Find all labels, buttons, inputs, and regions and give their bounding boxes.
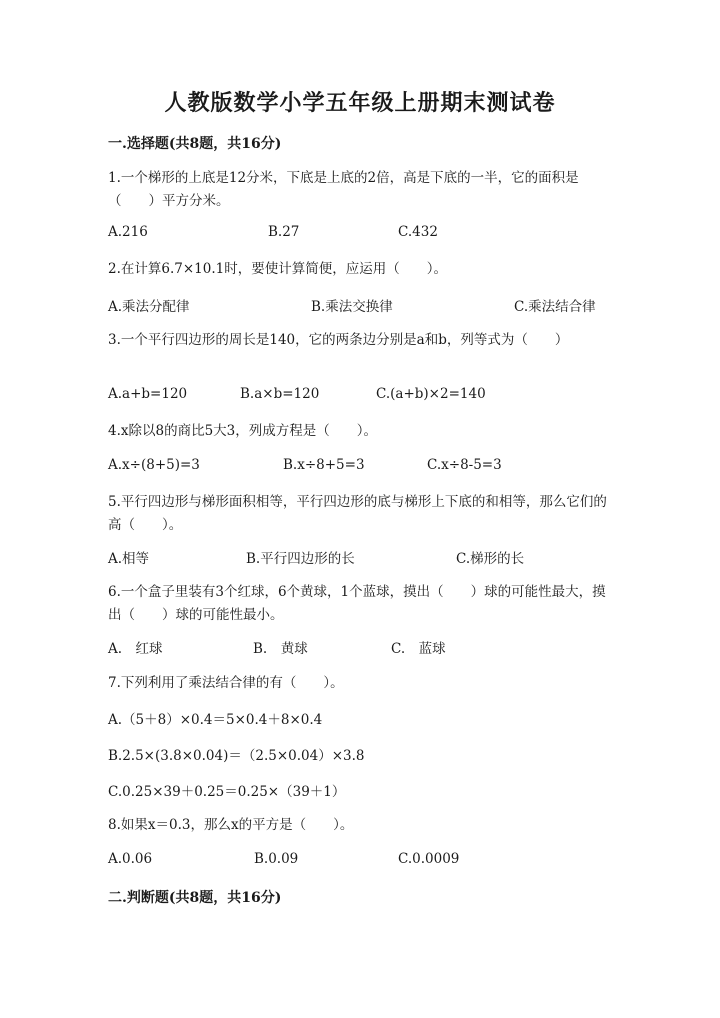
q6-option-c: C. 蓝球 [391, 641, 446, 657]
q7-option-c: C.0.25×39＋0.25＝0.25×（39＋1） [108, 784, 346, 800]
q3-option-a: A.a+b=120 [108, 386, 188, 402]
section-heading-choice: 一.选择题(共8题，共16分) [108, 136, 282, 152]
question-8-options [108, 851, 628, 871]
q7-option-b: B.2.5×(3.8×0.04)＝（2.5×0.04）×3.8 [108, 748, 365, 764]
q8-option-c: C.0.0009 [398, 851, 460, 867]
q8-option-b: B.0.09 [254, 851, 299, 867]
q7-option-a: A.（5＋8）×0.4＝5×0.4＋8×0.4 [108, 712, 323, 728]
q3-option-b: B.a×b=120 [240, 386, 320, 402]
q2-option-b: B.乘法交换律 [311, 299, 393, 315]
section-heading-true-false: 二.判断题(共8题，共16分) [108, 890, 282, 906]
q1-option-a: A.216 [108, 224, 148, 240]
question-3: 3.一个平行四边形的周长是140，它的两条边分别是a和b，列等式为（ ） [108, 332, 569, 348]
q1-option-b: B.27 [268, 224, 300, 240]
question-3-options [108, 386, 628, 406]
q6-option-a: A. 红球 [108, 641, 163, 657]
question-5: 5.平行四边形与梯形面积相等，平行四边形的底与梯形上下底的和相等，那么它们的高（ ）。 [108, 494, 607, 533]
q4-option-b: B.x÷8+5=3 [283, 457, 365, 473]
question-4-options [108, 457, 628, 477]
question-4: 4.x除以8的商比5大3，列成方程是（ ）。 [108, 423, 378, 439]
question-7: 7.下列利用了乘法结合律的有（ ）。 [108, 675, 344, 691]
question-2: 2.在计算6.7×10.1时，要使计算简便，应运用（ ）。 [108, 261, 447, 277]
question-7-option-c-row [108, 780, 628, 800]
q4-option-a: A.x÷(8+5)=3 [108, 457, 200, 473]
q4-option-c: C.x÷8-5=3 [427, 457, 502, 473]
q5-option-c: C.梯形的长 [456, 551, 525, 567]
q3-option-c: C.(a+b)×2=140 [376, 386, 486, 402]
question-5-options [108, 547, 628, 567]
q2-option-c: C.乘法结合律 [514, 299, 596, 315]
q6-option-b: B. 黄球 [253, 641, 308, 657]
q1-option-c: C.432 [398, 224, 438, 240]
q5-option-a: A.相等 [108, 551, 150, 567]
question-7-option-a-row [108, 708, 628, 728]
question-2-options [108, 295, 628, 315]
q5-option-b: B.平行四边形的长 [246, 551, 355, 567]
question-8: 8.如果x＝0.3，那么x的平方是（ ）。 [108, 817, 354, 833]
q8-option-a: A.0.06 [108, 851, 153, 867]
question-6: 6.一个盒子里装有3个红球，6个黄球，1个蓝球，摸出（ ）球的可能性最大，摸出（ ）球的可能性最小。 [108, 584, 606, 623]
question-1: 1.一个梯形的上底是12分米，下底是上底的2倍，高是下底的一半，它的面积是（ ）平方分米。 [108, 170, 579, 209]
page-title: 人教版数学小学五年级上册期末测试卷 [164, 90, 556, 116]
q2-option-a: A.乘法分配律 [108, 299, 190, 315]
question-6-options [108, 637, 628, 657]
question-7-option-b-row [108, 744, 628, 764]
question-1-options [108, 224, 628, 244]
